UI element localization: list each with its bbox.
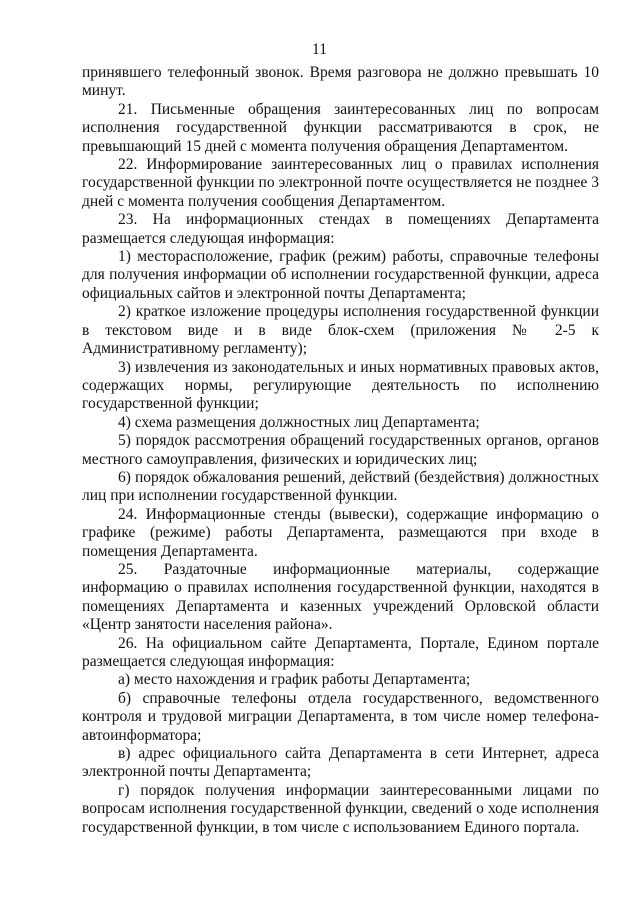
paragraph-continuation: принявшего телефонный звонок. Время разговора не должно превышать 10 минут. [82,64,599,100]
list-item-26-v: в) адрес официального сайта Департамента в сети Интернет, адреса электронной почты Департамента; [82,745,599,781]
paragraph-24: 24. Информационные стенды (вывески), содержащие информацию о графике (режиме) работы Департамента, размещаются при входе в помещения Департамента. [82,505,599,560]
list-item-23-5: 5) порядок рассмотрения обращений государственных органов, органов местного самоуправления, физических и юридических лиц; [82,432,599,468]
list-item-23-3: 3) извлечения из законодательных и иных нормативных правовых актов, содержащих нормы, регулирующие деятельность по исполнению государственной функции; [82,358,599,413]
list-item-23-2: 2) краткое изложение процедуры исполнения государственной функции в текстовом виде и в виде блок-схем (приложения № 2-5 к Административному регламенту); [82,303,599,358]
list-item-23-6: 6) порядок обжалования решений, действий (бездействия) должностных лиц при исполнении государственной функции. [82,468,599,505]
paragraph-26: 26. На официальном сайте Департамента, Портале, Едином портале размещается следующая информация: [82,634,599,670]
list-item-26-b: б) справочные телефоны отдела государственного, ведомственного контроля и трудовой миграции Департамента, в том числе номер телефона-автоинформатора; [82,689,599,744]
paragraph-21: 21. Письменные обращения заинтересованных лиц по вопросам исполнения государственной функции рассматриваются в срок, не превышающий 15 дней с момента получения обращения Департаментом. [82,100,599,155]
list-item-23-4: 4) схема размещения должностных лиц Департамента; [118,413,480,431]
list-item-26-a: а) место нахождения и график работы Департамента; [118,671,471,689]
list-item-26-g: г) порядок получения информации заинтересованными лицами по вопросам исполнения государственной функции, сведений о ходе исполнения государственной функции, в том числе с использованием Единого портала. [82,781,599,836]
paragraph-22: 22. Информирование заинтересованных лиц о правилах исполнения государственной функции по электронной почте осуществляется не позднее 3 дней с момента получения сообщения Департаментом. [82,156,599,210]
page-number: 11 [312,41,327,58]
paragraph-25: 25. Раздаточные информационные материалы, содержащие информацию о правилах исполнения государственной функции, находятся в помещениях Департамента и казенных учреждений Орловской области «Центр занятости населения района». [82,560,599,634]
list-item-23-1: 1) месторасположение, график (режим) работы, справочные телефоны для получения информации об исполнении государственной функции, адреса официальных сайтов и электронной почты Департамента; [82,248,599,302]
paragraph-23: 23. На информационных стендах в помещениях Департамента размещается следующая информация: [82,211,599,247]
document-body [82,64,599,837]
